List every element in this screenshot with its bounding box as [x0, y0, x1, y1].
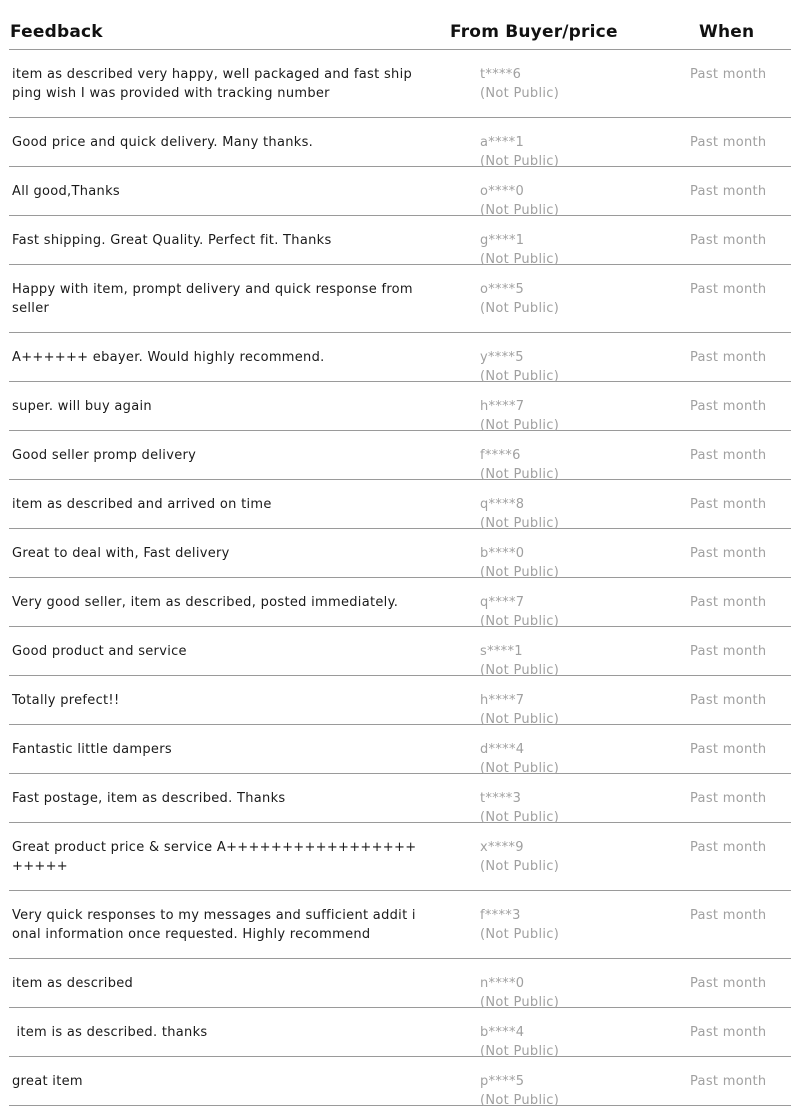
feedback-comment: Very good seller, item as described, posted immediately.: [12, 595, 399, 610]
buyer-cell: [480, 593, 559, 631]
table-row: [9, 1008, 791, 1057]
table-row: [9, 216, 791, 265]
buyer-visibility: (Not Public): [480, 663, 560, 678]
buyer-visibility: (Not Public): [480, 252, 560, 267]
feedback-date: Past month: [690, 448, 767, 463]
feedback-date: Past month: [690, 693, 767, 708]
feedback-date: Past month: [690, 976, 767, 991]
buyer-id: d****4: [480, 742, 525, 757]
feedback-date: Past month: [690, 497, 767, 512]
buyer-id: g****1: [480, 233, 525, 248]
feedback-comment: Good seller promp delivery: [12, 448, 197, 463]
buyer-cell: [480, 446, 559, 484]
table-row: [9, 431, 791, 480]
buyer-cell: [480, 231, 559, 269]
buyer-visibility: (Not Public): [480, 467, 560, 482]
buyer-visibility: (Not Public): [480, 810, 560, 825]
feedback-date: Past month: [690, 233, 767, 248]
buyer-visibility: (Not Public): [480, 859, 560, 874]
buyer-visibility: (Not Public): [480, 761, 560, 776]
buyer-cell: [480, 906, 559, 944]
table-row: [9, 627, 791, 676]
feedback-date: Past month: [690, 908, 767, 923]
column-header-when: When: [699, 22, 755, 42]
buyer-cell: [480, 789, 559, 827]
column-header-feedback: Feedback: [10, 22, 103, 42]
buyer-id: b****4: [480, 1025, 525, 1040]
buyer-visibility: (Not Public): [480, 203, 560, 218]
buyer-visibility: (Not Public): [480, 614, 560, 629]
buyer-visibility: (Not Public): [480, 369, 560, 384]
table-row: [9, 774, 791, 823]
buyer-id: n****0: [480, 976, 525, 991]
buyer-cell: [480, 397, 559, 435]
buyer-id: o****0: [480, 184, 525, 199]
table-row: [9, 265, 791, 333]
feedback-comment: Great to deal with, Fast delivery: [12, 546, 230, 561]
feedback-comment: Fantastic little dampers: [12, 742, 172, 757]
feedback-comment: Very quick responses to my messages and sufficient addit ional information once requested. Highly recommend: [12, 908, 416, 942]
feedback-comment: item is as described. thanks: [12, 1025, 208, 1040]
table-row: [9, 480, 791, 529]
feedback-date: Past month: [690, 1025, 767, 1040]
feedback-date: Past month: [690, 644, 767, 659]
table-row: [9, 891, 791, 959]
feedback-date: Past month: [690, 184, 767, 199]
buyer-visibility: (Not Public): [480, 712, 560, 727]
buyer-id: f****3: [480, 908, 521, 923]
buyer-cell: [480, 691, 559, 729]
buyer-cell: [480, 348, 559, 386]
feedback-date: Past month: [690, 840, 767, 855]
feedback-comment: great item: [12, 1074, 83, 1089]
buyer-visibility: (Not Public): [480, 418, 560, 433]
buyer-visibility: (Not Public): [480, 516, 560, 531]
feedback-date: Past month: [690, 135, 767, 150]
table-row: [9, 676, 791, 725]
buyer-id: p****5: [480, 1074, 525, 1089]
table-row: [9, 725, 791, 774]
feedback-comment: A++++++ ebayer. Would highly recommend.: [12, 350, 325, 365]
buyer-id: t****6: [480, 67, 522, 82]
feedback-comment: Fast postage, item as described. Thanks: [12, 791, 286, 806]
buyer-visibility: (Not Public): [480, 927, 560, 942]
buyer-visibility: (Not Public): [480, 154, 560, 169]
buyer-id: f****6: [480, 448, 521, 463]
feedback-comment: super. will buy again: [12, 399, 152, 414]
buyer-id: h****7: [480, 399, 525, 414]
table-row: [9, 1057, 791, 1106]
table-row: [9, 50, 791, 118]
table-row: [9, 382, 791, 431]
buyer-visibility: (Not Public): [480, 565, 560, 580]
feedback-rows: [9, 50, 791, 1106]
feedback-comment: item as described very happy, well packaged and fast ship ping wish I was provided with tracking number: [12, 67, 417, 101]
table-row: [9, 578, 791, 627]
feedback-date: Past month: [690, 742, 767, 757]
buyer-cell: [480, 1072, 559, 1110]
buyer-visibility: (Not Public): [480, 1093, 560, 1108]
buyer-id: b****0: [480, 546, 525, 561]
buyer-id: y****5: [480, 350, 524, 365]
buyer-cell: [480, 740, 559, 778]
feedback-comment: Good price and quick delivery. Many thanks.: [12, 135, 314, 150]
table-row: [9, 167, 791, 216]
buyer-cell: [480, 544, 559, 582]
feedback-date: Past month: [690, 546, 767, 561]
feedback-comment: Fast shipping. Great Quality. Perfect fit. Thanks: [12, 233, 332, 248]
table-row: [9, 959, 791, 1008]
buyer-id: q****7: [480, 595, 525, 610]
table-row: [9, 118, 791, 167]
buyer-cell: [480, 974, 559, 1012]
buyer-visibility: (Not Public): [480, 1044, 560, 1059]
feedback-date: Past month: [690, 399, 767, 414]
feedback-comment: Totally prefect!!: [12, 693, 120, 708]
buyer-id: x****9: [480, 840, 524, 855]
feedback-date: Past month: [690, 350, 767, 365]
buyer-cell: [480, 495, 559, 533]
buyer-id: s****1: [480, 644, 523, 659]
buyer-cell: [480, 1023, 559, 1061]
feedback-comment: Great product price & service A++++++++++++++++++++++: [12, 840, 417, 874]
buyer-cell: [480, 280, 559, 318]
feedback-comment: Good product and service: [12, 644, 187, 659]
buyer-id: o****5: [480, 282, 525, 297]
buyer-cell: [480, 182, 559, 220]
buyer-id: t****3: [480, 791, 522, 806]
buyer-id: a****1: [480, 135, 525, 150]
table-header: [9, 0, 791, 50]
buyer-cell: [480, 642, 559, 680]
buyer-cell: [480, 838, 559, 876]
table-row: [9, 333, 791, 382]
feedback-comment: Happy with item, prompt delivery and quick response from seller: [12, 282, 418, 316]
feedback-comment: item as described: [12, 976, 134, 991]
buyer-visibility: (Not Public): [480, 86, 560, 101]
buyer-visibility: (Not Public): [480, 995, 560, 1010]
feedback-date: Past month: [690, 67, 767, 82]
column-header-buyer: From Buyer/price: [450, 22, 618, 42]
buyer-cell: [480, 65, 559, 103]
table-row: [9, 823, 791, 891]
feedback-comment: All good,Thanks: [12, 184, 120, 199]
buyer-id: h****7: [480, 693, 525, 708]
buyer-cell: [480, 133, 559, 171]
feedback-comment: item as described and arrived on time: [12, 497, 272, 512]
table-row: [9, 529, 791, 578]
buyer-visibility: (Not Public): [480, 301, 560, 316]
feedback-date: Past month: [690, 791, 767, 806]
buyer-id: q****8: [480, 497, 525, 512]
feedback-date: Past month: [690, 282, 767, 297]
feedback-date: Past month: [690, 595, 767, 610]
feedback-date: Past month: [690, 1074, 767, 1089]
